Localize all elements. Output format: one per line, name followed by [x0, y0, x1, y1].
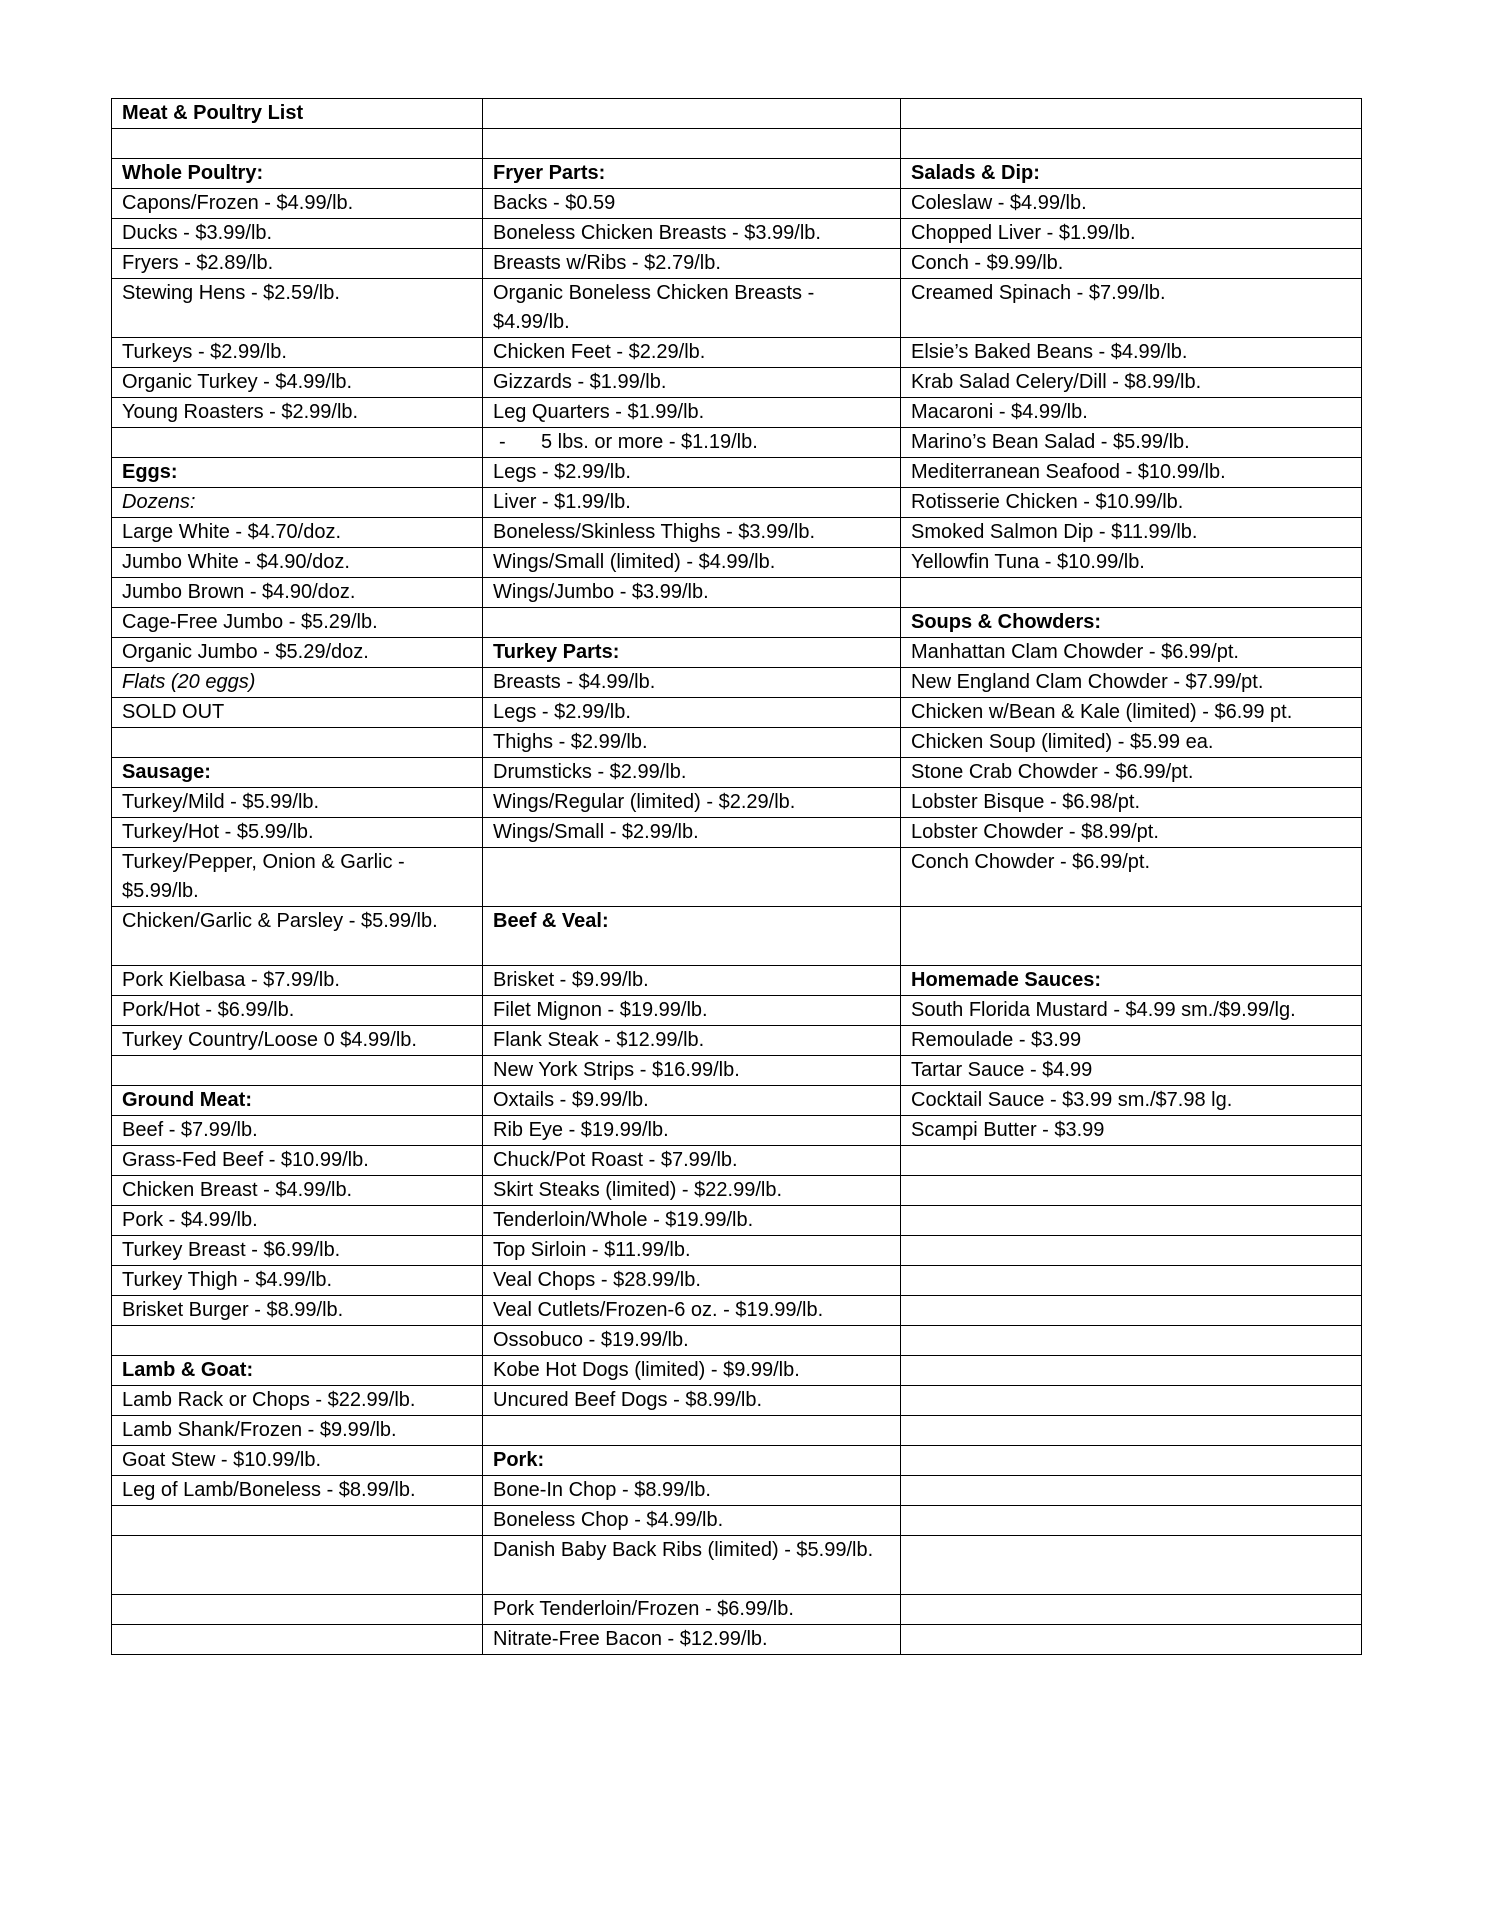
left-column-subheading: Dozens:	[112, 488, 483, 518]
middle-column-item: Wings/Regular (limited) - $2.29/lb.	[483, 788, 901, 818]
table-row	[112, 1506, 1362, 1536]
left-column-item: Jumbo White - $4.90/doz.	[112, 548, 483, 578]
table-row	[112, 279, 1362, 338]
right-column-empty-cell	[901, 578, 1362, 608]
table-row	[112, 578, 1362, 608]
table-row	[112, 1116, 1362, 1146]
left-column-item: Leg of Lamb/Boneless - $8.99/lb.	[112, 1476, 483, 1506]
table-row	[112, 818, 1362, 848]
left-column-empty-cell	[112, 1326, 483, 1356]
middle-column-item: Wings/Jumbo - $3.99/lb.	[483, 578, 901, 608]
right-column-item: Rotisserie Chicken - $10.99/lb.	[901, 488, 1362, 518]
left-column-empty-cell	[112, 1595, 483, 1625]
middle-column-item: Breasts w/Ribs - $2.79/lb.	[483, 249, 901, 279]
left-column-item: Large White - $4.70/doz.	[112, 518, 483, 548]
left-column-item: Ducks - $3.99/lb.	[112, 219, 483, 249]
middle-column-item: Boneless/Skinless Thighs - $3.99/lb.	[483, 518, 901, 548]
right-column-item: Cocktail Sauce - $3.99 sm./$7.98 lg.	[901, 1086, 1362, 1116]
middle-column-item: Thighs - $2.99/lb.	[483, 728, 901, 758]
right-column-item: Conch Chowder - $6.99/pt.	[901, 848, 1362, 907]
middle-column-item: Ossobuco - $19.99/lb.	[483, 1326, 901, 1356]
right-column-section-heading: Homemade Sauces:	[901, 966, 1362, 996]
middle-column-item: Liver - $1.99/lb.	[483, 488, 901, 518]
right-column-item: Yellowfin Tuna - $10.99/lb.	[901, 548, 1362, 578]
left-column-section-heading: Lamb & Goat:	[112, 1356, 483, 1386]
middle-column-item: Skirt Steaks (limited) - $22.99/lb.	[483, 1176, 901, 1206]
table-row	[112, 608, 1362, 638]
left-column-item: Brisket Burger - $8.99/lb.	[112, 1296, 483, 1326]
left-column-empty-cell	[112, 1506, 483, 1536]
middle-column-section-heading: Pork:	[483, 1446, 901, 1476]
right-column-empty-cell	[901, 907, 1362, 966]
right-column-empty-cell	[901, 1266, 1362, 1296]
left-column-section-heading: Sausage:	[112, 758, 483, 788]
left-column-item: Organic Turkey - $4.99/lb.	[112, 368, 483, 398]
right-column-section-heading: Soups & Chowders:	[901, 608, 1362, 638]
right-column-item: Elsie’s Baked Beans - $4.99/lb.	[901, 338, 1362, 368]
left-column-item: Lamb Shank/Frozen - $9.99/lb.	[112, 1416, 483, 1446]
sub-item-text: 5 lbs. or more - $1.19/lb.	[541, 431, 758, 453]
middle-column-item: Chicken Feet - $2.29/lb.	[483, 338, 901, 368]
middle-column-item: Tenderloin/Whole - $19.99/lb.	[483, 1206, 901, 1236]
middle-column-item: Gizzards - $1.99/lb.	[483, 368, 901, 398]
right-column-empty-cell	[901, 1625, 1362, 1655]
table-row	[112, 1086, 1362, 1116]
price-table-body	[112, 99, 1362, 1655]
left-column-item: Beef - $7.99/lb.	[112, 1116, 483, 1146]
left-column-empty-cell	[112, 728, 483, 758]
left-column-list-title: Meat & Poultry List	[112, 99, 483, 129]
table-row	[112, 1416, 1362, 1446]
middle-column-item: Drumsticks - $2.99/lb.	[483, 758, 901, 788]
middle-column-empty-cell	[483, 1416, 901, 1446]
middle-column-item: Backs - $0.59	[483, 189, 901, 219]
table-row	[112, 1595, 1362, 1625]
middle-column-item: Veal Chops - $28.99/lb.	[483, 1266, 901, 1296]
right-column-empty-cell	[901, 1146, 1362, 1176]
left-column-item: Cage-Free Jumbo - $5.29/lb.	[112, 608, 483, 638]
middle-column-item: Nitrate-Free Bacon - $12.99/lb.	[483, 1625, 901, 1655]
table-row	[112, 907, 1362, 966]
left-column-section-heading: Ground Meat:	[112, 1086, 483, 1116]
right-column-item: Macaroni - $4.99/lb.	[901, 398, 1362, 428]
right-column-empty-cell	[901, 1236, 1362, 1266]
right-column-item: Krab Salad Celery/Dill - $8.99/lb.	[901, 368, 1362, 398]
middle-column-item: Oxtails - $9.99/lb.	[483, 1086, 901, 1116]
table-row	[112, 129, 1362, 159]
left-column-item: Chicken Breast - $4.99/lb.	[112, 1176, 483, 1206]
middle-column-item: Kobe Hot Dogs (limited) - $9.99/lb.	[483, 1356, 901, 1386]
right-column-item: Manhattan Clam Chowder - $6.99/pt.	[901, 638, 1362, 668]
middle-column-item: Brisket - $9.99/lb.	[483, 966, 901, 996]
table-row	[112, 1266, 1362, 1296]
left-column-item: Grass-Fed Beef - $10.99/lb.	[112, 1146, 483, 1176]
right-column-item: Chopped Liver - $1.99/lb.	[901, 219, 1362, 249]
left-column-item: Turkey Country/Loose 0 $4.99/lb.	[112, 1026, 483, 1056]
middle-column-item: Danish Baby Back Ribs (limited) - $5.99/lb.	[483, 1536, 901, 1595]
right-column-section-heading: Salads & Dip:	[901, 159, 1362, 189]
table-row	[112, 458, 1362, 488]
table-row	[112, 1625, 1362, 1655]
right-column-item: Smoked Salmon Dip - $11.99/lb.	[901, 518, 1362, 548]
left-column-section-heading: Eggs:	[112, 458, 483, 488]
left-column-item: Turkey/Mild - $5.99/lb.	[112, 788, 483, 818]
middle-column-item: Bone-In Chop - $8.99/lb.	[483, 1476, 901, 1506]
middle-column-item: Filet Mignon - $19.99/lb.	[483, 996, 901, 1026]
left-column-item: Turkey/Pepper, Onion & Garlic - $5.99/lb.	[112, 848, 483, 907]
left-column-item: Organic Jumbo - $5.29/doz.	[112, 638, 483, 668]
right-column-item: Coleslaw - $4.99/lb.	[901, 189, 1362, 219]
table-row	[112, 99, 1362, 129]
table-row	[112, 728, 1362, 758]
right-column-item: Chicken Soup (limited) - $5.99 ea.	[901, 728, 1362, 758]
middle-column-item: Legs - $2.99/lb.	[483, 698, 901, 728]
left-column-empty-cell	[112, 1536, 483, 1595]
table-row	[112, 1326, 1362, 1356]
middle-column-item: Flank Steak - $12.99/lb.	[483, 1026, 901, 1056]
left-column-item: Pork Kielbasa - $7.99/lb.	[112, 966, 483, 996]
middle-column-empty-cell	[483, 99, 901, 129]
left-column-empty-cell	[112, 1625, 483, 1655]
left-column-item: Pork - $4.99/lb.	[112, 1206, 483, 1236]
right-column-empty-cell	[901, 129, 1362, 159]
middle-column-empty-cell	[483, 608, 901, 638]
right-column-item: Lobster Bisque - $6.98/pt.	[901, 788, 1362, 818]
right-column-empty-cell	[901, 1356, 1362, 1386]
middle-column-item: Boneless Chicken Breasts - $3.99/lb.	[483, 219, 901, 249]
middle-column-item: Legs - $2.99/lb.	[483, 458, 901, 488]
table-row	[112, 1206, 1362, 1236]
table-row	[112, 966, 1362, 996]
right-column-item: Marino’s Bean Salad - $5.99/lb.	[901, 428, 1362, 458]
left-column-item: Turkey/Hot - $5.99/lb.	[112, 818, 483, 848]
right-column-empty-cell	[901, 1296, 1362, 1326]
table-row	[112, 1296, 1362, 1326]
middle-column-item: Pork Tenderloin/Frozen - $6.99/lb.	[483, 1595, 901, 1625]
table-row	[112, 1356, 1362, 1386]
middle-column-item: Uncured Beef Dogs - $8.99/lb.	[483, 1386, 901, 1416]
middle-column-item: Wings/Small (limited) - $4.99/lb.	[483, 548, 901, 578]
table-row	[112, 488, 1362, 518]
table-row	[112, 848, 1362, 907]
right-column-item: Conch - $9.99/lb.	[901, 249, 1362, 279]
right-column-empty-cell	[901, 1386, 1362, 1416]
right-column-empty-cell	[901, 1476, 1362, 1506]
left-column-empty-cell	[112, 1056, 483, 1086]
middle-column-item: Veal Cutlets/Frozen-6 oz. - $19.99/lb.	[483, 1296, 901, 1326]
table-row	[112, 1236, 1362, 1266]
table-row	[112, 249, 1362, 279]
right-column-item: Creamed Spinach - $7.99/lb.	[901, 279, 1362, 338]
right-column-item: Remoulade - $3.99	[901, 1026, 1362, 1056]
middle-column-section-heading: Fryer Parts:	[483, 159, 901, 189]
table-row	[112, 758, 1362, 788]
table-row	[112, 1146, 1362, 1176]
left-column-item: Turkeys - $2.99/lb.	[112, 338, 483, 368]
left-column-item: SOLD OUT	[112, 698, 483, 728]
sub-item-dash: -	[499, 431, 506, 453]
table-row	[112, 1056, 1362, 1086]
right-column-empty-cell	[901, 1506, 1362, 1536]
left-column-section-heading: Whole Poultry:	[112, 159, 483, 189]
right-column-empty-cell	[901, 1595, 1362, 1625]
table-row	[112, 1386, 1362, 1416]
middle-column-item: Rib Eye - $19.99/lb.	[483, 1116, 901, 1146]
right-column-item: Lobster Chowder - $8.99/pt.	[901, 818, 1362, 848]
middle-column-item: New York Strips - $16.99/lb.	[483, 1056, 901, 1086]
right-column-empty-cell	[901, 1206, 1362, 1236]
middle-column-item: Organic Boneless Chicken Breasts - $4.99/lb.	[483, 279, 901, 338]
right-column-item: Mediterranean Seafood - $10.99/lb.	[901, 458, 1362, 488]
middle-column-item: Boneless Chop - $4.99/lb.	[483, 1506, 901, 1536]
left-column-item: Lamb Rack or Chops - $22.99/lb.	[112, 1386, 483, 1416]
table-row	[112, 668, 1362, 698]
table-row	[112, 1476, 1362, 1506]
table-row	[112, 219, 1362, 249]
table-row	[112, 638, 1362, 668]
right-column-item: Tartar Sauce - $4.99	[901, 1056, 1362, 1086]
middle-column-empty-cell	[483, 848, 901, 907]
table-row	[112, 1026, 1362, 1056]
middle-column-item: Wings/Small - $2.99/lb.	[483, 818, 901, 848]
middle-column-item	[483, 428, 901, 458]
table-row	[112, 338, 1362, 368]
left-column-item: Pork/Hot - $6.99/lb.	[112, 996, 483, 1026]
table-row	[112, 518, 1362, 548]
right-column-item: New England Clam Chowder - $7.99/pt.	[901, 668, 1362, 698]
right-column-empty-cell	[901, 1536, 1362, 1595]
right-column-empty-cell	[901, 1176, 1362, 1206]
table-row	[112, 788, 1362, 818]
middle-column-empty-cell	[483, 129, 901, 159]
middle-column-section-heading: Beef & Veal:	[483, 907, 901, 966]
table-row	[112, 189, 1362, 219]
middle-column-item: Chuck/Pot Roast - $7.99/lb.	[483, 1146, 901, 1176]
left-column-item: Jumbo Brown - $4.90/doz.	[112, 578, 483, 608]
table-row	[112, 1536, 1362, 1595]
left-column-item: Fryers - $2.89/lb.	[112, 249, 483, 279]
left-column-item: Turkey Breast - $6.99/lb.	[112, 1236, 483, 1266]
right-column-empty-cell	[901, 1416, 1362, 1446]
left-column-item: Young Roasters - $2.99/lb.	[112, 398, 483, 428]
meat-poultry-price-table	[111, 98, 1362, 1655]
table-row	[112, 398, 1362, 428]
middle-column-item: Top Sirloin - $11.99/lb.	[483, 1236, 901, 1266]
table-row	[112, 996, 1362, 1026]
right-column-item: Stone Crab Chowder - $6.99/pt.	[901, 758, 1362, 788]
left-column-item: Goat Stew - $10.99/lb.	[112, 1446, 483, 1476]
table-row	[112, 1176, 1362, 1206]
right-column-empty-cell	[901, 1326, 1362, 1356]
middle-column-item: Leg Quarters - $1.99/lb.	[483, 398, 901, 428]
middle-column-section-heading: Turkey Parts:	[483, 638, 901, 668]
left-column-item: Chicken/Garlic & Parsley - $5.99/lb.	[112, 907, 483, 966]
middle-column-item: Breasts - $4.99/lb.	[483, 668, 901, 698]
table-row	[112, 698, 1362, 728]
left-column-item: Stewing Hens - $2.59/lb.	[112, 279, 483, 338]
right-column-empty-cell	[901, 99, 1362, 129]
table-row	[112, 1446, 1362, 1476]
left-column-item: Capons/Frozen - $4.99/lb.	[112, 189, 483, 219]
table-row	[112, 368, 1362, 398]
left-column-empty-cell	[112, 129, 483, 159]
left-column-empty-cell	[112, 428, 483, 458]
right-column-item: Chicken w/Bean & Kale (limited) - $6.99 pt.	[901, 698, 1362, 728]
left-column-item: Turkey Thigh - $4.99/lb.	[112, 1266, 483, 1296]
right-column-empty-cell	[901, 1446, 1362, 1476]
table-row	[112, 159, 1362, 189]
right-column-item: Scampi Butter - $3.99	[901, 1116, 1362, 1146]
table-row	[112, 548, 1362, 578]
left-column-subheading: Flats (20 eggs)	[112, 668, 483, 698]
right-column-item: South Florida Mustard - $4.99 sm./$9.99/lg.	[901, 996, 1362, 1026]
table-row	[112, 428, 1362, 458]
